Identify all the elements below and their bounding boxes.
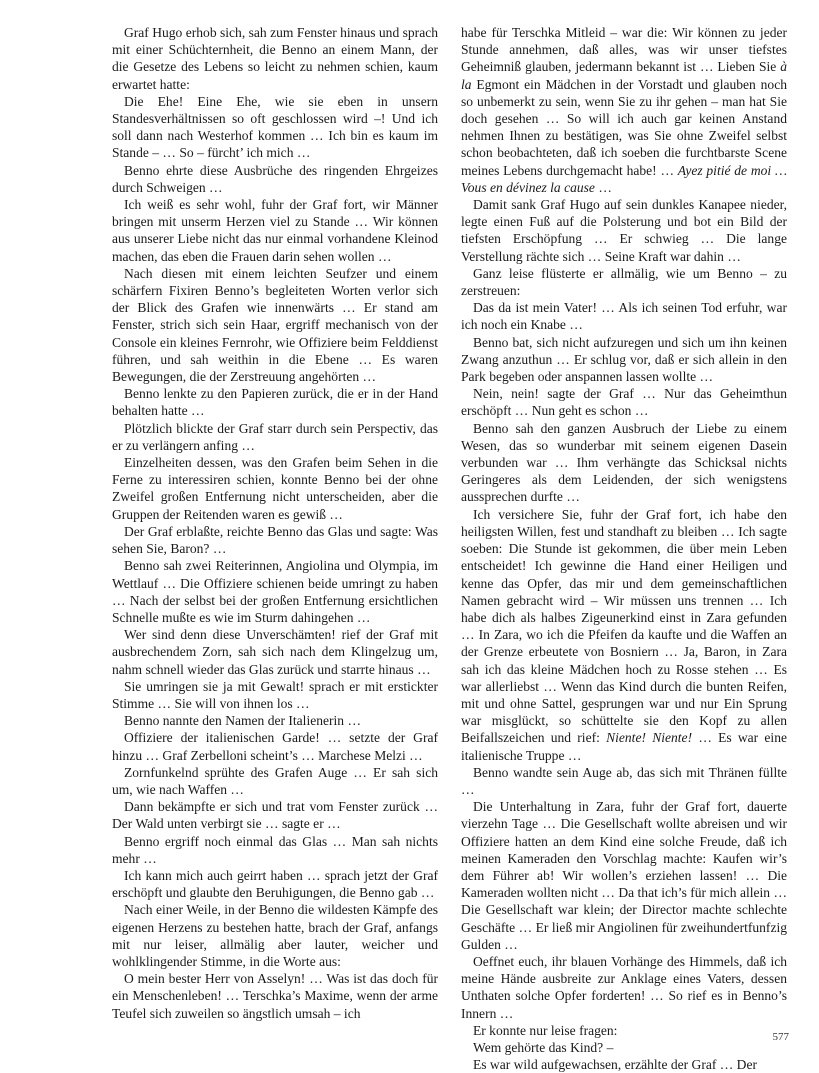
paragraph: Benno ergriff noch einmal das Glas … Man sah nichts mehr … [112,833,438,866]
paragraph: Wer sind denn diese Unverschämten! rief der Graf mit ausbrechendem Zorn, sah sich nach dem Klingelzug um, nahm schnell wieder das Glas zurück und starrte hinaus … [112,627,438,677]
paragraph: Benno sah den ganzen Ausbruch der Liebe zu einem Wesen, das so wunderbar mit seinem eigenen Dasein verbunden war … Ihm verhängte das Schicksal nichts Geringeres als dem Leidenden, der sich wenigstens aussprechen durfte … [461,420,787,505]
paragraph: Benno nannte den Namen der Italienerin … [124,713,361,729]
paragraph: Ich kann mich auch geirrt haben … sprach jetzt der Graf erschöpft und glaubte den Beruhigungen, die Benno gab … [112,867,438,901]
paragraph: Benno sah zwei Reiterinnen, Angiolina und Olympia, im Wettlauf … Die Offiziere schienen beide umringt zu haben … Nach der selbst bei der großen Entfernung ersichtlichen Schnelle mußte es wie im Sturm dahingehen … [112,558,438,625]
paragraph: Oeffnet euch, ihr blauen Vorhänge des Himmels, daß ich meine Hände ausbreite zur Anklage eines Vaters, dessen Unthaten solche Opfer forderten! … So rief es in Benno’s Innern … [461,953,787,1021]
paragraph: Sie umringen sie ja mit Gewalt! sprach er mit erstickter Stimme … Sie will von ihnen los … [112,678,438,711]
paragraph: Der Graf erblaßte, reichte Benno das Glas und sagte: Was sehen Sie, Baron? … [112,523,438,557]
text-run: … Es war eine italienische Truppe … [461,730,787,763]
paragraph: Dann bekämpfte er sich und trat vom Fenster zurück … Der Wald unten verbirgt sie … sagte er … [112,799,438,832]
paragraph: Graf Hugo erhob sich, sah zum Fenster hinaus und sprach mit einer Schüchternheit, die Benno an einem Mann, der die Gesetze des Lebens so leicht zu nehmen schien, kaum erwartet hatte: [112,25,438,92]
paragraph: Das da ist mein Vater! … Als ich seinen Tod erfuhr, war ich noch ein Knabe … [461,300,787,333]
paragraph: Es war wild aufgewachsen, erzählte der Graf … Der [473,1057,757,1073]
paragraph: Zornfunkelnd sprühte des Grafen Auge … Er sah sich um, wie nach Waffen … [112,764,438,797]
paragraph: Die Unterhaltung in Zara, fuhr der Graf fort, dauerte vierzehn Tage … Die Gesellschaft wollte abreisen und wir Offiziere hatten an dem Kind eine solche Freude, daß ich meinen Kameraden den Vorschlag machte: Kaufen wir’s dem Führer ab! Wir wollen’s erziehen lassen! … Die Kameraden wollten nicht … Da that ich’s für mich allein … Die Gesellschaft war klein; der Director machte schlechte Geschäfte … Er ließ mir Angiolinen für zweihundertfunfzig Gulden … [461,799,787,952]
paragraph: Einzelheiten dessen, was den Grafen beim Sehen in die Ferne zu interessiren schien, konnte Benno bei der ohne Zweifel großen Entfernung nicht unterscheiden, aber die Gruppen der Reitenden waren es gewiß … [112,455,438,522]
paragraph: Nach einer Weile, in der Benno die wildesten Kämpfe des eigenen Herzens zu bestehen hatte, brach der Graf, anfangs mit nur leiser, allmälig aber lauter, weicher und wohlklingender Stimme, in die Worte aus: [112,902,438,969]
paragraph: Nein, nein! sagte der Graf … Nur das Geheimthun erschöpft … Nun geht es schon … [461,386,787,419]
paragraph [461,506,787,764]
paragraph: Benno wandte sein Auge ab, das sich mit Thränen füllte … [461,764,787,797]
right-column [461,24,787,1073]
italic-run: Ayez pitié de moi … Vous en dévinez la cause [461,162,787,195]
paragraph: Er konnte nur leise fragen: [473,1022,618,1038]
italic-run: à la [461,59,787,92]
paragraph: Ganz leise flüsterte er allmälig, wie um Benno – zu zerstreuen: [461,265,787,299]
left-column [112,24,438,1022]
paragraph: O mein bester Herr von Asselyn! … Was ist das doch für ein Menschenleben! … Terschka’s Maxime, wenn der arme Teufel sich zuweilen so ängstlich umsah – ich [112,971,438,1021]
paragraph: Plötzlich blickte der Graf starr durch sein Perspectiv, das er zu verlängern anfing … [112,420,438,453]
paragraph-continued [461,24,787,196]
text-run: Egmont ein Mädchen in der Vorstadt und glauben noch so unbemerkt zu sein, wenn Sie zu ihr gehen – man hat Sie doch gesehen … So will ich auch gar keinen Anstand nehmen Ihnen zu bestätigen, was Sie ohne Zweifel selbst schon beobachteten, daß ich soeben die furchtbarste Scene meines Lebens durchgemacht habe! … [461,76,787,178]
paragraph: Damit sank Graf Hugo auf sein dunkles Kanapee nieder, legte einen Fuß auf die Polsterung und bot ein Bild der tiefsten Erschöpfung … Er schwieg … Die lange Verstellung rächte sich … Seine Kraft war dahin … [461,197,787,264]
paragraph: Wem gehörte das Kind? – [473,1039,614,1055]
paragraph: Benno bat, sich nicht aufzuregen und sich um ihn keinen Zwang anzuthun … Er schlug vor, daß er sich allein in den Park begeben oder anspannen lassen wollte … [461,334,787,385]
italic-run: Niente! Niente! [606,730,693,746]
text-run: Ich versichere Sie, fuhr der Graf fort, ich habe den heiligsten Willen, fest und standhaft zu bleiben … Ich sagte soeben: Die Stunde ist gekommen, die über mein Leben entscheidet! Ich gewinne die Hand einer Heiligen und kenne das Opfer, das mir und dem gemeinschaftlichen Namen gebracht wird – Wir müssen uns trennen … Ich habe dich als halbes Zigeunerkind einst in Zara gefunden … In Zara, wo ich die Pfeifen da kaufte und die Waffen an der Grenze erbeutete von Bosniern … Ja, Baron, in Zara sah ich das kleine Mädchen hoch zu Rosse stehen … Es war allerliebst … Wenn das Kind durch die bunten Reifen, mit und ohne Sattel, gesprungen war und nur Ein Sprung war misglückt, so schüttelte sie den Kopf zu allen Beifallszeichen und rief: [461,506,787,746]
paragraph: Die Ehe! Eine Ehe, wie sie eben in unsern Standesverhältnissen so oft geschlossen wird –! Und ich soll dann nach Westerhof kommen … Ich bin es kaum im Stande – … So – fürcht’ ich mich … [112,93,438,161]
text-run: … [594,179,612,195]
paragraph: Benno lenkte zu den Papieren zurück, die er in der Hand behalten hatte … [112,386,438,419]
text-run: habe für Terschka Mitleid – war die: Wir können zu jeder Stunde annehmen, daß alles, was wir unser tiefstes Geheimniß glauben, jedermann bekannt ist … Lieben Sie [461,25,787,75]
paragraph: Nach diesen mit einem leichten Seufzer und einem schärfern Fixiren Benno’s begleiteten Worten verlor sich der Blick des Grafen wie innenwärts … Er stand am Fenster, strich sich sein Haar, ergriff mechanisch von der Console ein kleines Fernrohr, wie Offiziere beim Felddienst führen, und sah weithin in die Ebene … Es waren Bewegungen, die der Zerstreuung angehörten … [112,265,438,385]
paragraph: Ich weiß es sehr wohl, fuhr der Graf fort, wir Männer bringen mit unserm Herzen viel zu Stande … Wir können aus unserer Liebe nicht das nur einmal vorhandene Kleinod machen, das eben die Frauen darin sehen wollen … [112,197,438,264]
page-number: 577 [772,1031,789,1043]
paragraph: Benno ehrte diese Ausbrüche des ringenden Ehrgeizes durch Schweigen … [112,162,438,195]
paragraph: Offiziere der italienischen Garde! … setzte der Graf hinzu … Graf Zerbelloni scheint’s … Marchese Melzi … [112,730,438,763]
